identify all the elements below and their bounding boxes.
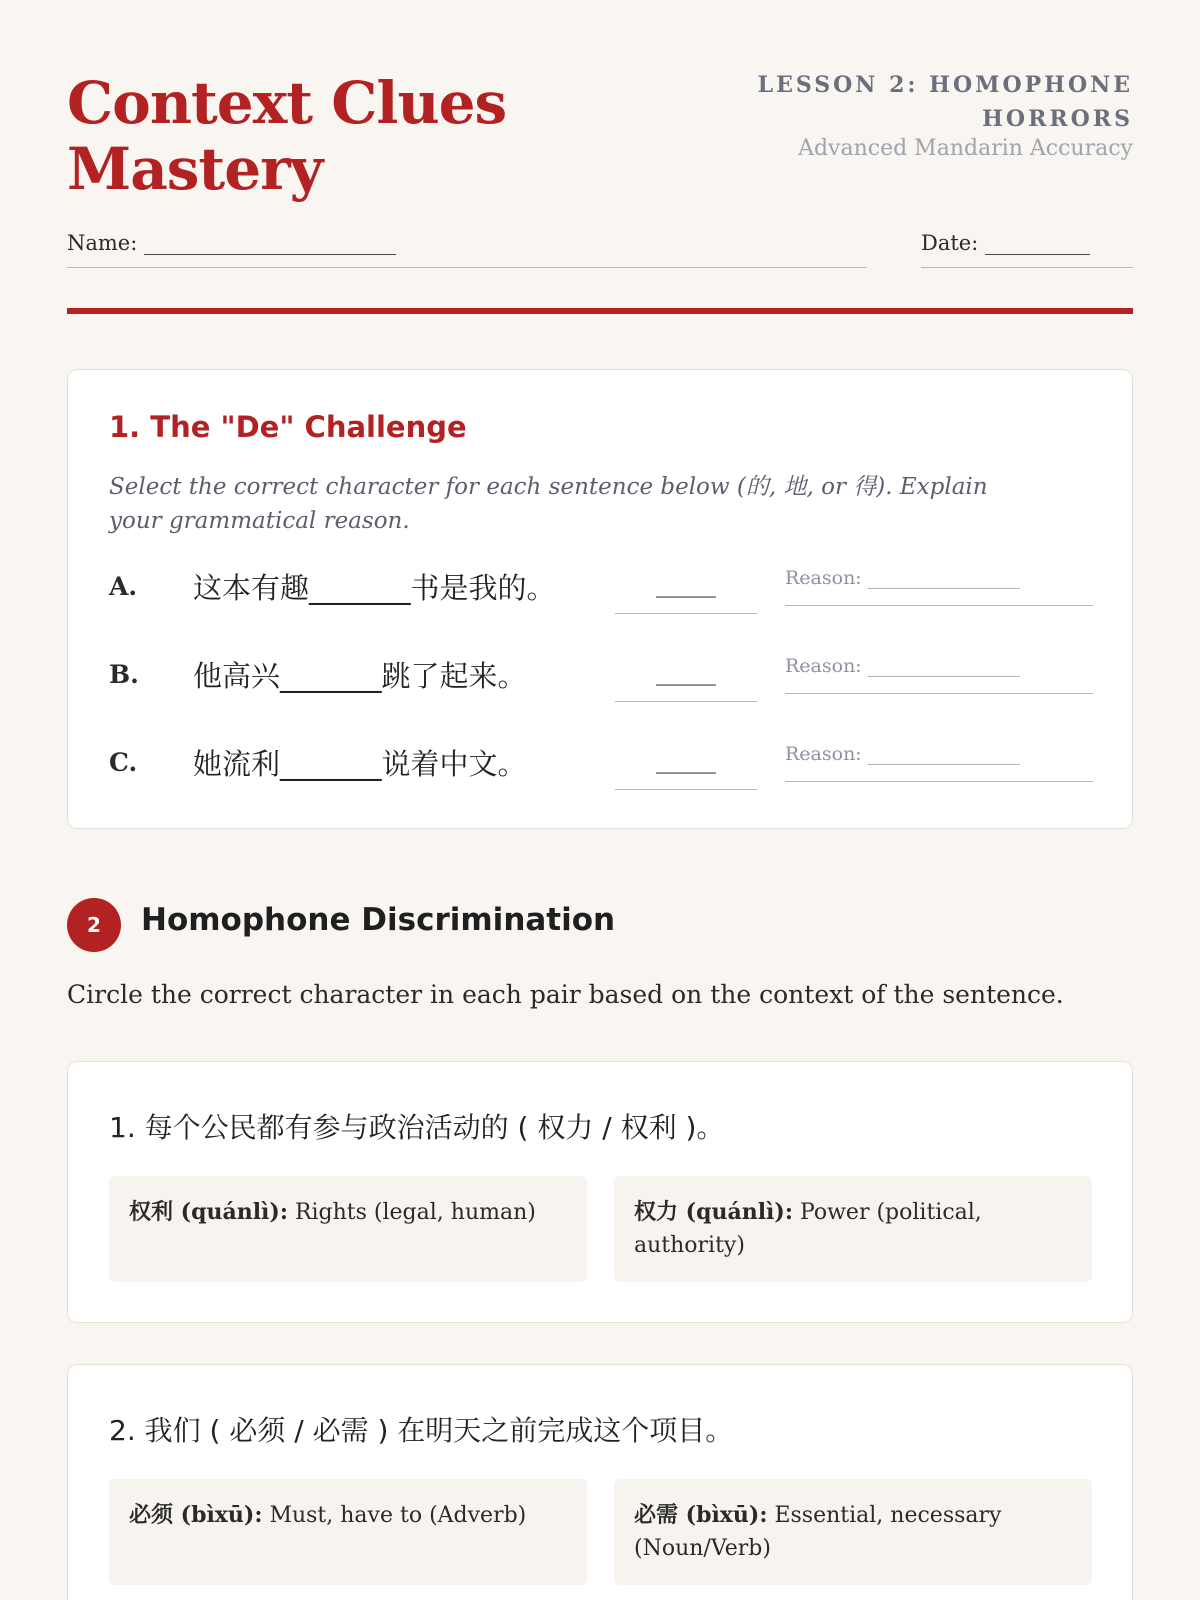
definition-text: Essential, necessary (Noun/Verb) bbox=[634, 1503, 1002, 1561]
row-sentence: 他高兴_______跳了起来。 bbox=[193, 659, 527, 693]
lesson-subtitle: Advanced Mandarin Accuracy bbox=[798, 136, 1133, 161]
de-challenge-card bbox=[67, 369, 1133, 829]
row-letter: C. bbox=[109, 748, 138, 777]
definition-box bbox=[614, 1176, 1092, 1282]
definition-term: 必须 (bìxū): bbox=[129, 1502, 263, 1528]
answer-blank[interactable]: _____ bbox=[615, 652, 757, 702]
row-letter: B. bbox=[109, 660, 139, 689]
question-text[interactable]: 2. 我们 ( 必须 / 必需 ) 在明天之前完成这个项目。 bbox=[109, 1414, 734, 1447]
row-sentence: 她流利_______说着中文。 bbox=[193, 747, 527, 781]
exercise-row-a bbox=[109, 558, 1093, 618]
page-title: Context Clues Mastery bbox=[67, 69, 507, 203]
row-letter: A. bbox=[109, 572, 138, 601]
definition-box bbox=[109, 1176, 587, 1282]
definition-term: 权利 (quánlì): bbox=[129, 1199, 288, 1225]
lesson-label: LESSON 2: HOMOPHONE HORRORS bbox=[757, 72, 1133, 132]
definition-box bbox=[109, 1479, 587, 1585]
definition-text: Rights (legal, human) bbox=[287, 1200, 536, 1225]
section-1-title: 1. The "De" Challenge bbox=[109, 410, 467, 444]
section-2-title: Homophone Discrimination bbox=[141, 902, 616, 938]
definition-text: Power (political, authority) bbox=[634, 1200, 982, 1258]
reason-field[interactable]: Reason: ________________ bbox=[785, 734, 1093, 782]
definition-term: 权力 (quánlì): bbox=[634, 1199, 793, 1225]
question-text[interactable]: 1. 每个公民都有参与政治活动的 ( 权力 / 权利 )。 bbox=[109, 1111, 725, 1144]
section-number-badge: 2 bbox=[67, 898, 121, 952]
homophone-question-card bbox=[67, 1061, 1133, 1323]
definition-term: 必需 (bìxū): bbox=[634, 1502, 768, 1528]
worksheet-page bbox=[67, 0, 1133, 1600]
date-field[interactable]: Date: __________ bbox=[921, 228, 1133, 268]
reason-field[interactable]: Reason: ________________ bbox=[785, 646, 1093, 694]
answer-blank[interactable]: _____ bbox=[615, 564, 757, 614]
reason-field[interactable]: Reason: ________________ bbox=[785, 558, 1093, 606]
definition-text: Must, have to (Adverb) bbox=[262, 1503, 527, 1528]
definition-box bbox=[614, 1479, 1092, 1585]
section-2-instructions: Circle the correct character in each pair based on the context of the sentence. bbox=[67, 980, 1064, 1009]
header-divider bbox=[67, 308, 1133, 314]
name-field[interactable]: Name: ________________________ bbox=[67, 228, 867, 268]
homophone-question-card bbox=[67, 1364, 1133, 1600]
exercise-row-c bbox=[109, 734, 1093, 794]
row-sentence: 这本有趣_______书是我的。 bbox=[193, 571, 556, 605]
section-1-instructions: Select the correct character for each sentence below (的, 地, or 得). Explain your grammatical reason. bbox=[109, 474, 988, 534]
answer-blank[interactable]: _____ bbox=[615, 740, 757, 790]
exercise-row-b bbox=[109, 646, 1093, 706]
